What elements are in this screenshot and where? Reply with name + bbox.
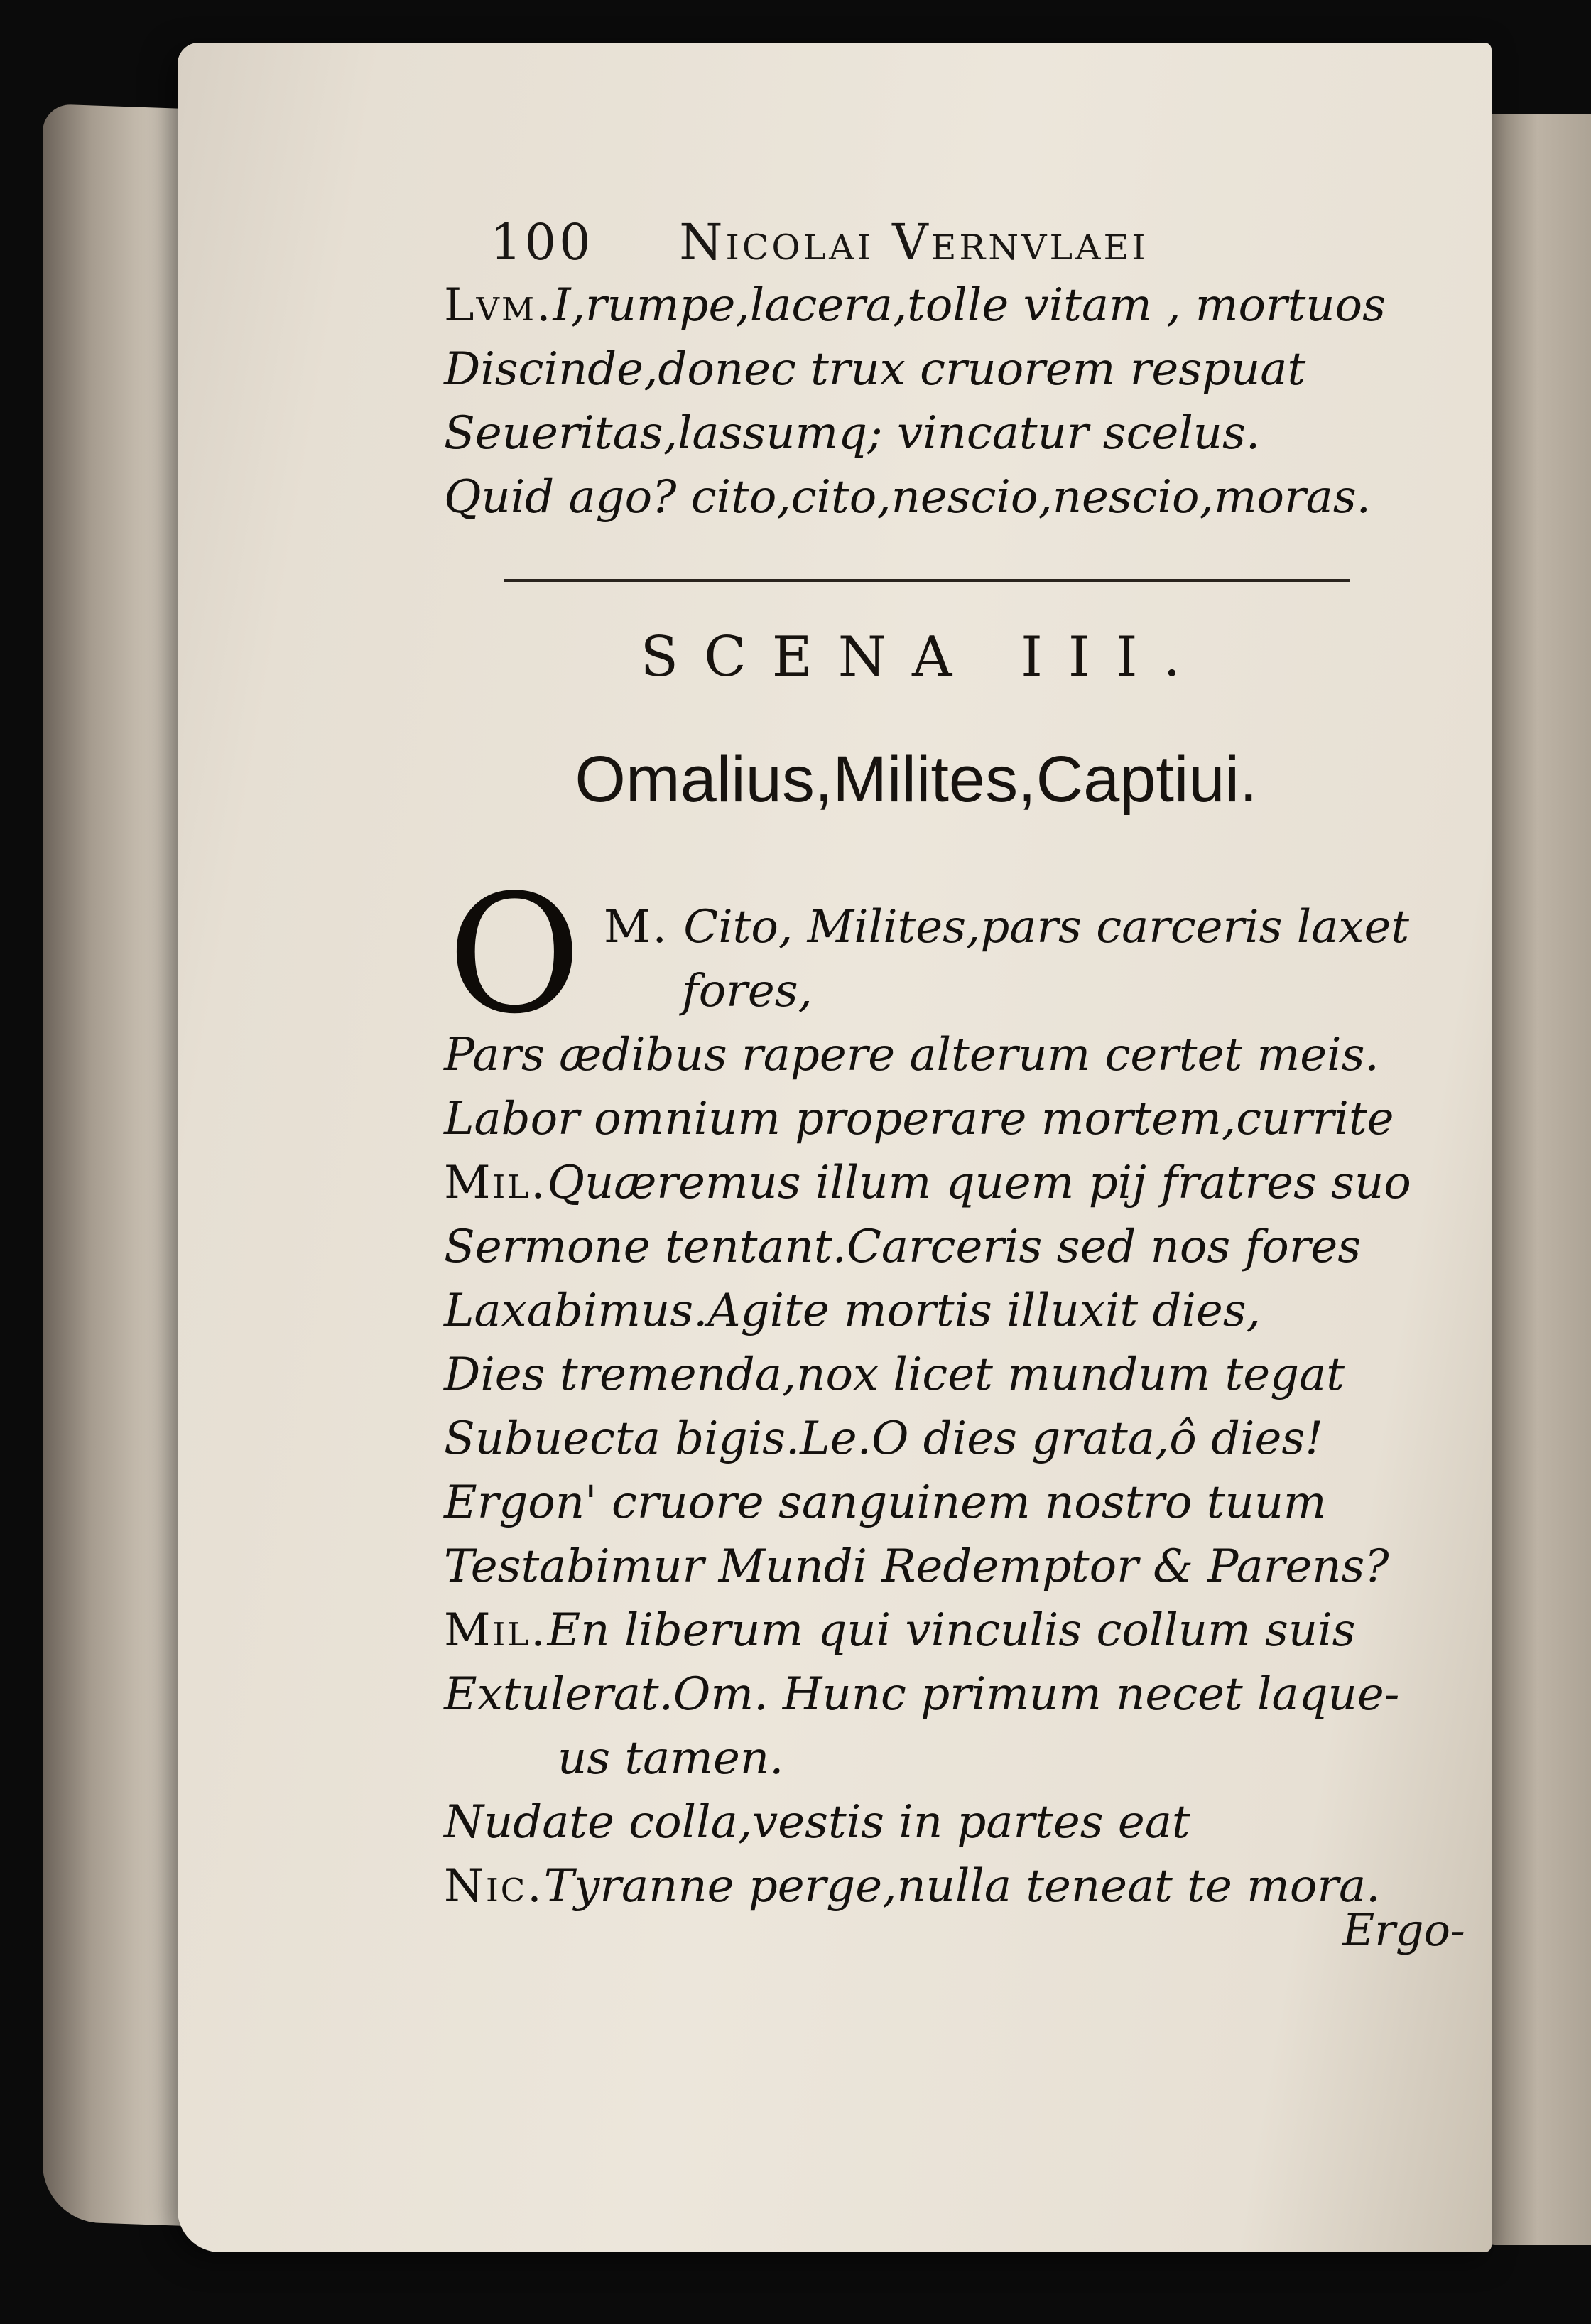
page-number: 100: [490, 213, 594, 271]
verse-line: M. Cito, Milites,pars carceris laxet: [604, 901, 1410, 953]
running-title: Nicolai Vernvlaei: [679, 213, 1149, 271]
verse-line: Laxabimus.Agite mortis illuxit dies,: [444, 1285, 1261, 1337]
verse-line: Nudate colla,vestis in partes eat: [444, 1796, 1190, 1849]
verse-line: Pars ædibus rapere alterum certet meis.: [444, 1029, 1379, 1081]
running-header: [490, 213, 1342, 271]
verse-line: Dies tremenda,nox licet mundum tegat: [444, 1349, 1345, 1401]
drop-capital: O: [447, 860, 582, 1050]
verse-line: Quid ago? cito,cito,nescio,nescio,moras.: [444, 471, 1371, 524]
scene-title: SCENA III.: [640, 625, 1207, 689]
verse-line: Seueritas,lassumq; vincatur scelus.: [444, 407, 1261, 460]
first-verse-lines: [604, 895, 1591, 1023]
verse-line: Subuecta bigis.Le.O dies grata,ô dies!: [444, 1412, 1323, 1465]
verse-line: Extulerat.Om. Hunc primum necet laque-: [444, 1668, 1400, 1721]
verse-line: Discinde,donec trux cruorem respuat: [444, 343, 1306, 396]
speaker-label: M.: [604, 901, 669, 953]
verse-line: us tamen.: [558, 1732, 784, 1785]
verse-line: Sermone tentant.Carceris sed nos fores: [444, 1221, 1362, 1273]
verse-line: Mil.Quæremus illum quem pij fratres suo: [444, 1157, 1411, 1209]
speaker-label: Lvm.: [444, 279, 553, 332]
verse-line: Labor omnium properare mortem,currite: [444, 1093, 1394, 1145]
section-rule: [504, 579, 1350, 582]
verse-line: Testabimur Mundi Redemptor & Parens?: [444, 1540, 1389, 1593]
speaker-label: Mil.: [444, 1604, 548, 1657]
speaker-label: Mil.: [444, 1157, 548, 1209]
verse-line: Nic.Tyranne perge,nulla teneat te mora.: [444, 1860, 1381, 1913]
scene-persons: Omalius,Milites,Captiui.: [575, 743, 1258, 816]
speaker-label: Nic.: [444, 1860, 544, 1913]
verse-line: Mil.En liberum qui vinculis collum suis: [444, 1604, 1356, 1657]
facing-page-edge: [1481, 114, 1591, 2245]
catchword: Ergo-: [1342, 1904, 1465, 1956]
top-verse-block: [444, 274, 1438, 529]
verse-line: fores,: [682, 965, 813, 1017]
verse-line: Lvm.I,rumpe,lacera,tolle vitam , mortuos: [444, 279, 1386, 332]
main-verse-block: [444, 1023, 1438, 1918]
verse-line: Ergon' cruore sanguinem nostro tuum: [444, 1476, 1327, 1529]
